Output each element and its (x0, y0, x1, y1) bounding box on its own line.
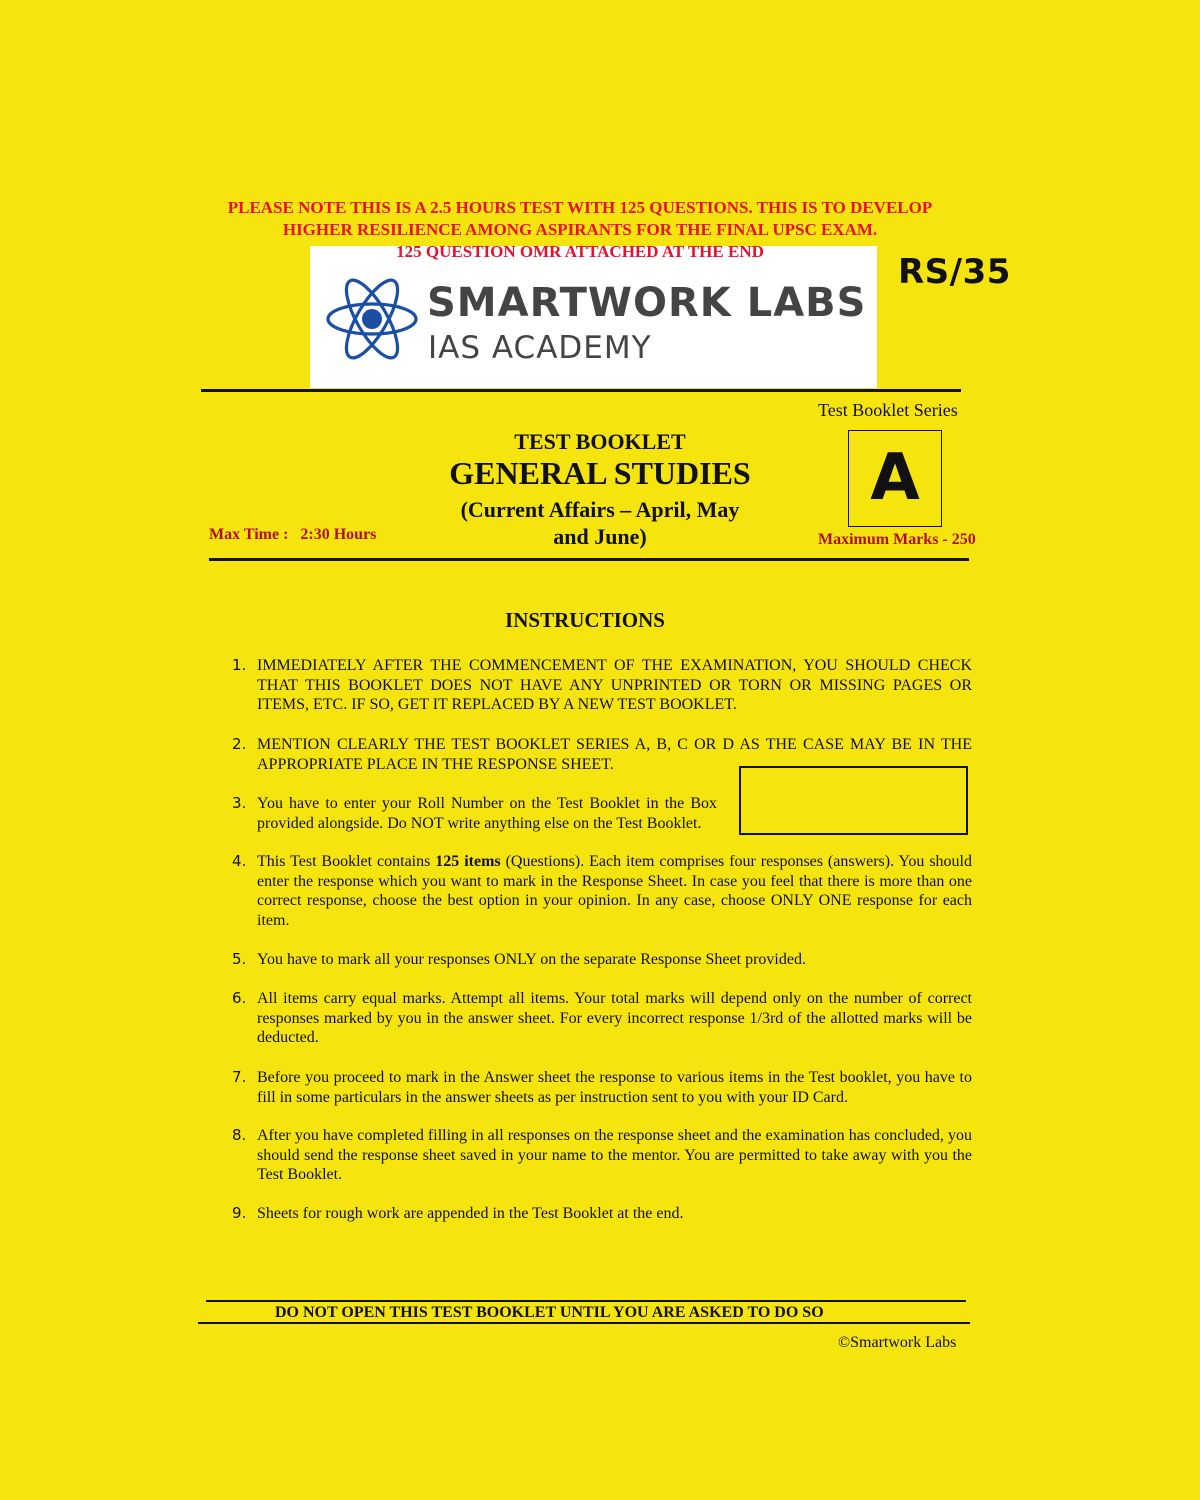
instruction-item (232, 950, 972, 970)
booklet-title: TEST BOOKLET (514, 429, 686, 454)
instruction-number: 4. (232, 852, 247, 870)
instruction-item (232, 1068, 972, 1107)
instruction-text: You have to mark all your responses ONLY on the separate Response Sheet provided. (257, 951, 806, 968)
notice-line-2: HIGHER RESILIENCE AMONG ASPIRANTS FOR THE FINAL UPSC EXAM. (282, 220, 878, 239)
notice-line-3: 125 QUESTION OMR ATTACHED AT THE END (396, 242, 764, 261)
header-divider-bottom (209, 558, 969, 561)
instruction-item-count: 125 items (435, 853, 501, 870)
instruction-number: 8. (232, 1126, 247, 1144)
instruction-text-part: This Test Booklet contains (257, 853, 436, 870)
instruction-text: MENTION CLEARLY THE TEST BOOKLET SERIES A, B, C OR D AS THE CASE MAY BE IN THE APPROPRIATE PLACE IN THE RESPONSE SHEET. (257, 736, 972, 773)
instruction-text-part: (Questions). Each item comprises four responses (answers). You should enter the response which you want to mark in the Response Sheet. In case you feel that there is more than one correct response, choose the best option in your opinion. In any case, choose ONLY ONE response for each item. (257, 853, 972, 929)
atom-icon (324, 276, 420, 362)
instruction-item (232, 1126, 972, 1185)
instruction-text (257, 852, 972, 930)
exam-notice (200, 197, 960, 241)
instruction-number: 9. (232, 1204, 247, 1222)
instruction-text: Before you proceed to mark in the Answer sheet the response to various items in the Test booklet, you have to fill in some particulars in the answer sheets as per instruction sent to you with your ID Card. (257, 1069, 972, 1106)
instruction-text: After you have completed filling in all responses on the response sheet and the examination has concluded, you should send the response sheet saved in your name to the mentor. You are permitted to take away with you the Test Booklet. (257, 1127, 972, 1183)
instruction-item (232, 852, 972, 930)
academy-logo (310, 246, 877, 388)
series-box: A (848, 430, 942, 527)
footer-divider-bottom (198, 1322, 970, 1324)
instruction-text: IMMEDIATELY AFTER THE COMMENCEMENT OF THE EXAMINATION, YOU SHOULD CHECK THAT THIS BOOKLET DOES NOT HAVE ANY UNPRINTED OR TORN OR MISSING PAGES OR ITEMS, ETC. IF SO, GET IT REPLACED BY A NEW TEST BOOKLET. (257, 657, 972, 713)
instruction-number: 1. (232, 656, 247, 674)
max-marks: Maximum Marks - 250 (818, 531, 976, 548)
price-label: RS/35 (898, 252, 1011, 292)
instruction-number: 3. (232, 794, 247, 812)
instruction-text: You have to enter your Roll Number on the Test Booklet in the Box provided alongside. Do NOT write anything else on the Test Booklet. (257, 795, 717, 832)
copyright: ©Smartwork Labs (838, 1334, 957, 1351)
instruction-item (232, 1204, 972, 1224)
scope-line-1: (Current Affairs – April, May (460, 497, 740, 522)
subject-scope (420, 496, 780, 550)
scope-line-2: and June) (553, 524, 647, 549)
logo-tagline: IAS ACADEMY (428, 330, 652, 366)
instructions-title: INSTRUCTIONS (505, 608, 665, 632)
instruction-number: 7. (232, 1068, 247, 1086)
max-time: Max Time : 2:30 Hours (209, 526, 377, 543)
subject-title: GENERAL STUDIES (449, 455, 751, 491)
instruction-number: 5. (232, 950, 247, 968)
footer-warning: DO NOT OPEN THIS TEST BOOKLET UNTIL YOU ARE ASKED TO DO SO (275, 1304, 824, 1321)
logo-name: SMARTWORK LABS (427, 280, 867, 326)
footer-divider-top (206, 1300, 966, 1302)
notice-line-1: PLEASE NOTE THIS IS A 2.5 HOURS TEST WITH 125 QUESTIONS. THIS IS TO DEVELOP (227, 198, 933, 217)
series-label: Test Booklet Series (818, 400, 958, 420)
roll-number-box[interactable] (739, 766, 968, 835)
instruction-number: 6. (232, 989, 247, 1007)
instruction-item (232, 656, 972, 715)
instruction-number: 2. (232, 735, 247, 753)
instruction-item (232, 989, 972, 1048)
instruction-text: Sheets for rough work are appended in the Test Booklet at the end. (257, 1205, 684, 1222)
instruction-text: All items carry equal marks. Attempt all items. Your total marks will depend only on the number of correct responses marked by you in the answer sheet. For every incorrect response 1/3rd of the allotted marks will be deducted. (257, 990, 972, 1046)
header-divider-top (201, 389, 961, 392)
instruction-item (232, 794, 717, 833)
